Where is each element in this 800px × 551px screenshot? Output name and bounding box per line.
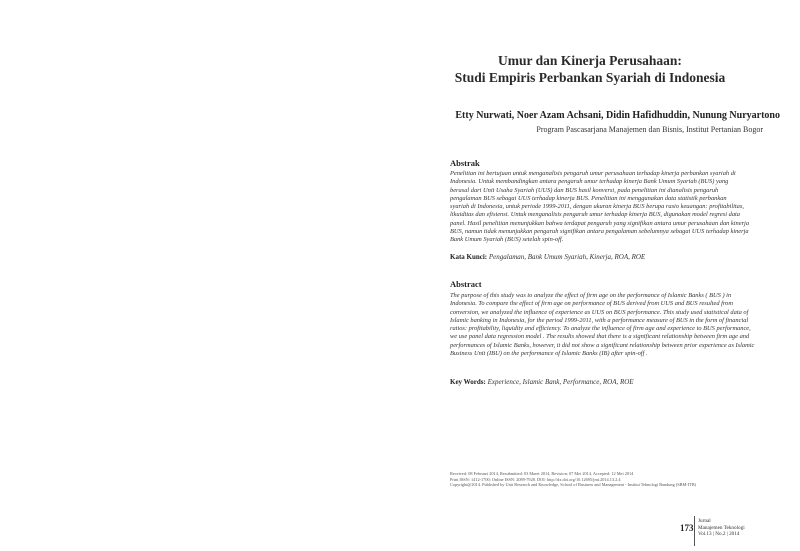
abstract-line: Indonesia. To compare the effect of firm age on performance of BUS derived from UUS and BUS resulted from (450, 300, 733, 308)
abstrak-line: berasal dari Unit Usaha Syariah (UUS) dan BUS hasil konversi, pada penelitian ini dianalisis pengaruh (450, 186, 719, 194)
abstract-line: conversion, we analyzed the influence of experience as UUS on BUS performance. This study used statistical data of (450, 308, 749, 316)
key-words-label: Key Words: (450, 378, 486, 386)
authors: Etty Nurwati, Noer Azam Achsani, Didin Hafidhuddin, Nunung Nuryartono (455, 110, 780, 121)
kata-kunci-label: Kata Kunci: (450, 253, 488, 261)
key-words (450, 378, 762, 386)
abstract-line: performances of Islamic Banks, however, it did not show a significant relationship between prior experience as Islamic (450, 341, 755, 349)
abstract-line: The purpose of this study was to analyze the effect of firm age on the performance of Islamic Banks ( BUS ) in (450, 292, 732, 299)
affiliation: Program Pascasarjana Manajemen dan Bisnis, Institut Pertanian Bogor (536, 125, 763, 134)
abstract-line: ratios: profitability, liquidity and efficiency. To analyze the influence of firm age and experience to BUS performance, (450, 325, 751, 333)
journal-name-2: Manajemen Teknologi (698, 524, 745, 531)
abstrak-line: syariah di Indonesia, untuk periode 1999-2011, dengan ukuran kinerja BUS berupa rasio keuangan: profitabilitas, (450, 203, 744, 211)
abstrak-line: BUS, namun tidak menunjukkan pengaruh signifikan antara pengalaman sebelumnya sebagai UUS terhadap kinerja (450, 228, 749, 236)
paper-title-line-2: Studi Empiris Perbankan Syariah di Indonesia (454, 70, 726, 85)
journal-volume: Vol.13 | No.2 | 2014 (698, 531, 740, 537)
abstract-line: we use panel data regression model . The results showed that there is a significant relationship between firm age and (450, 333, 750, 341)
abstrak-line: pengalaman BUS sebagai UUS terhadap kinerja BUS. Penelitian ini menggunakan data statistik perbankan (450, 194, 727, 202)
abstrak-line: Penelitian ini bertujuan untuk menganalisis pengaruh umur perusahaan terhadap kinerja perbankan syariah di (450, 170, 736, 177)
abstract-line: Islamic banking in Indonesia, for the period 1999-2011, with a performance measure of BUS in the form of financial (450, 316, 749, 324)
journal-info (698, 518, 745, 538)
abstrak-body (450, 170, 762, 245)
kata-kunci-values: Pengalaman, Bank Umum Syariah, Kinerja, ROA, ROE (488, 253, 646, 261)
issn-doi: Print ISSN: 1412-1700; Online ISSN: 2089-7928. DOI: http://dx.doi.org/10.12695/jmt.2014.13.2.4 (450, 476, 621, 482)
paper-title-line-1: Umur dan Kinerja Perusahaan: (498, 53, 682, 68)
abstract-line: Business Unit (IBU) on the performance of Islamic Banks (IB) after spin-off . (450, 350, 648, 358)
publication-info (450, 471, 770, 488)
journal-name-1: Jurnal (698, 518, 711, 524)
copyright: Copyright@2014. Published by Unit Research and Knowledge, School of Business and Management - Institut Teknologi Bandung (SBM-ITB) (450, 482, 697, 488)
abstrak-heading: Abstrak (450, 158, 480, 168)
page-number: 173 (680, 523, 694, 533)
footer-divider (694, 516, 695, 546)
abstrak-line: panel. Hasil penelitian menunjukkan bahwa terdapat pengaruh yang signifikan antara umur perusahaan dan kinerja (450, 219, 750, 227)
kata-kunci (450, 253, 762, 261)
key-words-values: Experience, Islamic Bank, Performance, ROA, ROE (487, 378, 634, 386)
abstrak-line: Bank Umum Syariah (BUS) setelah spin-off. (450, 236, 564, 244)
received-dates: Received: 08 Februari 2014, Resubmitted: 03 Maret 2014, Revision: 07 Mei 2014, Accepted: 12 Mei 2014 (450, 471, 634, 476)
abstrak-line: Indonesia. Untuk membandingkan antara pengaruh umur terhadap kinerja Bank Umum Syariah (BUS) yang (450, 178, 729, 186)
abstrak-line: likuiditas dan efisiensi. Untuk menganalisis pengaruh umur terhadap kinerja BUS, digunakan model regresi data (450, 211, 740, 219)
abstract-body (450, 292, 762, 358)
abstract-heading: Abstract (450, 279, 482, 289)
